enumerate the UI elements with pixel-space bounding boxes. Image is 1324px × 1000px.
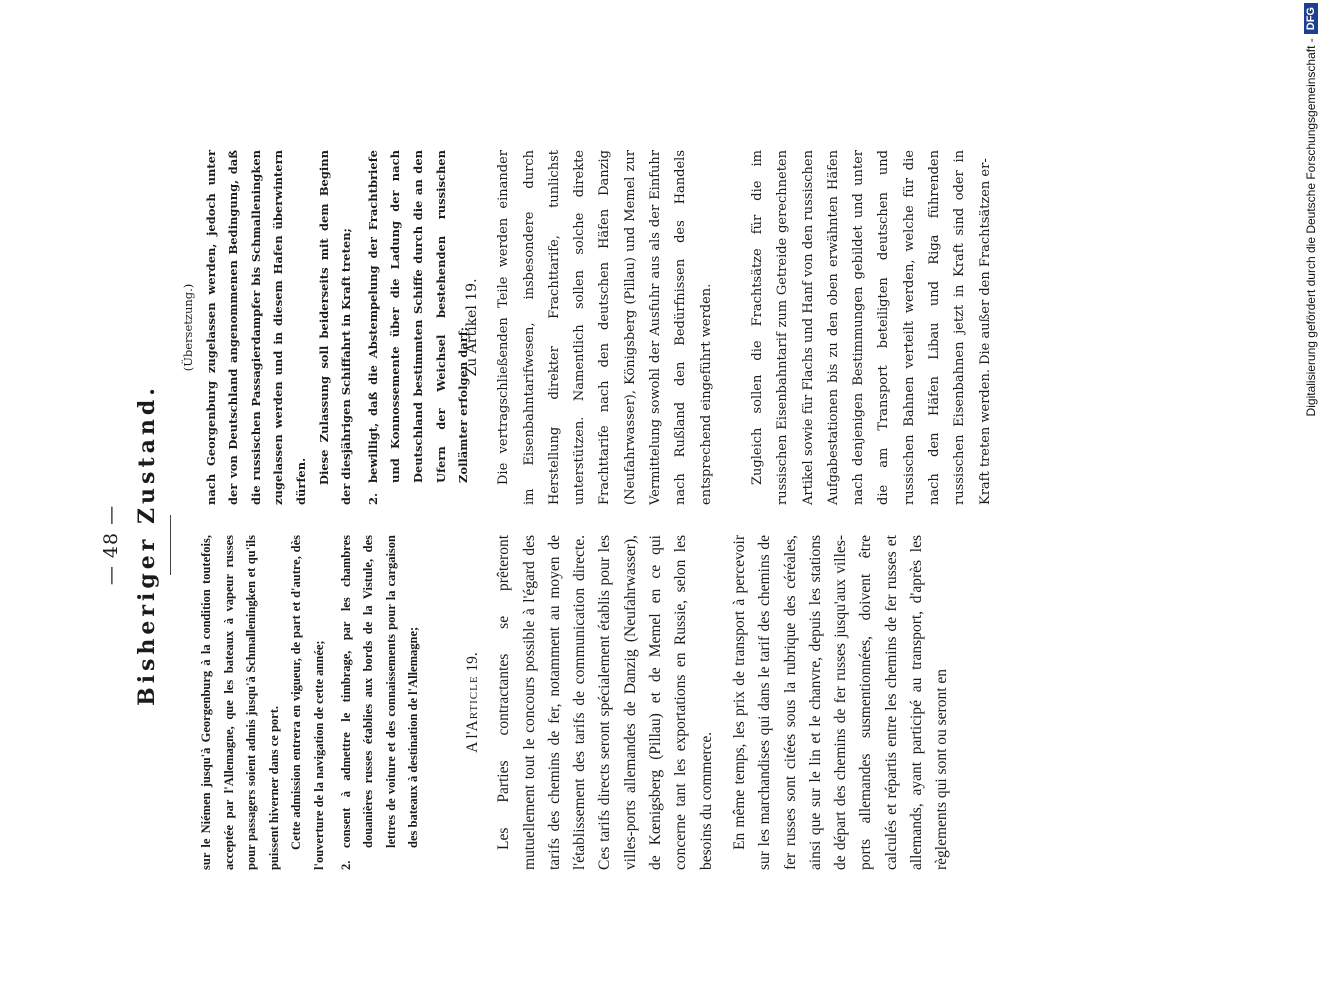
heading-number: 19. — [464, 652, 481, 676]
credit-text: Digitalisierung gefördert durch die Deutsche Forschungsgemeinschaft - — [1304, 38, 1318, 417]
heading-prefix: A l' — [464, 731, 481, 753]
page-title: Bisheriger Zustand. — [134, 384, 160, 706]
german-paragraph: Zugleich sollen die Frachtsätze für die im russischen Eisenbahntarif zum Getreide gerechneten Artikel sowie für Flachs und Hanf von den russischen Aufgabestationen bis zu den oben erwähnten Häfen nach denjenigen Bestimmungen gebildet und unter die am Transport beteiligten deutschen und russischen Bahnen verteilt werden, welche für die nach den Häfen Libau und Riga führenden russischen Eisenbahnen jetzt in Kraft sind oder in Kraft treten werden. Die außer den Frachtsätzen er- — [749, 150, 993, 505]
french-article-19-column — [460, 535, 955, 870]
title-rule — [170, 515, 171, 575]
page-number: — 48 — — [100, 504, 122, 586]
french-item-text: consent à admettre le timbrage, par les chambres douanières russes établies aux bords de la Vistule, des lettres de voiture et des connaissements pour la cargaison des bateaux à destination de l'Allemagne; — [338, 535, 421, 848]
german-paragraph: Diese Zulassung soll beiderseits mit dem Beginn der diesjährigen Schiffahrt in Kraft treten; — [316, 150, 354, 505]
french-continuation-column — [195, 535, 425, 870]
german-continuation-column — [177, 150, 475, 505]
german-article-19-column — [460, 150, 998, 505]
german-paragraph: Die vertragschließenden Teile werden einander im Eisenbahntarifwesen, insbesondere durch Herstellung direkter Frachttarife, tunlichst unterstützen. Namentlich sollen solche direkte Frachttarife nach den deutschen Häfen Danzig (Neufahrwasser), Königsberg (Pillau) und Memel zur Vermittelung sowohl der Ausfuhr aus als der Einfuhr nach Rußland den Bedürfnissen des Handels entsprechend eingeführt werden. — [496, 150, 714, 505]
translation-label: (Übersetzung.) — [181, 283, 195, 372]
german-article-heading: Zu Artikel 19. — [464, 278, 480, 377]
french-paragraph: En même temps, les prix de transport à percevoir sur les marchandises qui dans le tarif des chemins de fer russes sont citées sous la rubrique des céréales, ainsi que sur le lin et le chanvre, depuis les stations de départ des chemins de fer russes jusqu'aux villes-ports allemandes susmentionnées, doivent être calculés et répartis entre les chemins de fer russes et allemands, ayant participé au transport, d'après les règlements qui sont ou seront en — [730, 535, 951, 870]
german-paragraph: nach Georgenburg zugelassen werden, jedoch unter der von Deutschland angenommenen Bedingung, daß die russischen Passagierdampfer bis Schmalleningken zugelassen werden und in diesem Hafen überwintern dürfen. — [203, 150, 308, 505]
french-article-heading — [460, 535, 485, 870]
french-paragraph: Cette admission entrera en vigueur, de part et d'autre, dès l'ouverture de la navigation de cette année; — [289, 535, 326, 870]
rotated-page — [100, 135, 993, 955]
heading-main: Article — [464, 675, 481, 732]
item-number: 2. — [365, 492, 380, 505]
french-item-2 — [335, 535, 425, 870]
french-paragraph: Les Parties contractantes se prêteront mutuellement tout le concours possible à l'égard des tarifs des chemins de fer, notamment au moyen de l'établissement des tarifs de communication directe. Ces tarifs directs seront spécialement établis pour les villes-ports allemandes de Danzig (Neufahrwasser), de Kœnigsberg (Pillau) et de Memel en ce qui concerne tant les exportations en Russie, selon les besoins du commerce. — [495, 535, 715, 870]
dfg-logo: DFG — [1304, 3, 1318, 34]
french-paragraph: sur le Niémen jusqu'à Georgenburg à la condition toutefois, acceptée par l'Allemagne, que les bateaux à vapeur russes pour passagers soient admis jusqu'à Schmalleningken et qu'ils puissent hiverner dans ce port. — [199, 535, 281, 870]
item-number: 2. — [338, 860, 353, 870]
german-item-2 — [362, 150, 475, 505]
german-item-text: bewilligt, daß die Abstempelung der Frachtbriefe und Konnossemente über die Ladung der nach Deutschland bestimmten Schiffe durch die an den Ufern der Weichsel bestehenden russischen Zollämter erfolgen darf; — [365, 150, 471, 483]
digitization-credit — [1296, 3, 1324, 993]
